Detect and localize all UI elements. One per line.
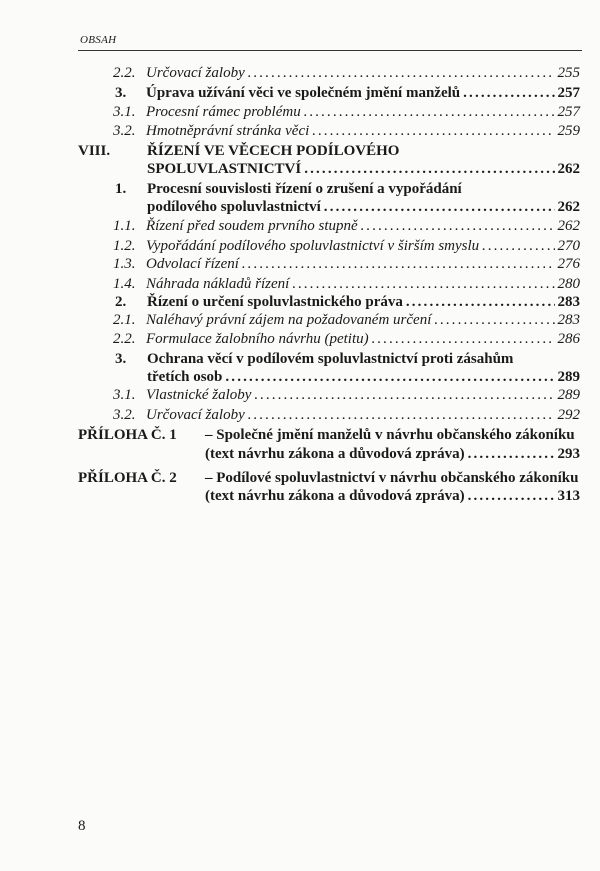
toc-entry-title-line2: podílového spoluvlastnictví xyxy=(147,199,321,215)
toc-entry-title-line2: (text návrhu zákona a důvodová zpráva) xyxy=(205,488,465,504)
toc-entry-continuation xyxy=(205,487,580,506)
toc-entry xyxy=(113,64,580,83)
dot-leader xyxy=(292,275,554,294)
toc-entry-continuation xyxy=(147,198,580,217)
toc-entry-number: 1.2. xyxy=(113,238,136,254)
toc-entry xyxy=(113,406,580,425)
toc-entry-page: 293 xyxy=(557,446,580,462)
toc-entry-title: Vlastnické žaloby xyxy=(146,387,252,403)
dot-leader xyxy=(324,198,555,217)
toc-entry-page: 262 xyxy=(557,218,580,234)
dot-leader xyxy=(361,217,555,236)
toc-entry xyxy=(113,311,580,330)
dot-leader xyxy=(242,255,555,274)
dot-leader xyxy=(304,103,555,122)
toc-entry-title: Řízení o určení spoluvlastnického práva xyxy=(147,294,403,310)
toc-entry xyxy=(78,469,580,488)
toc-entry-page: 276 xyxy=(557,256,580,272)
toc-entry-title: Náhrada nákladů řízení xyxy=(146,276,290,292)
dot-leader xyxy=(312,122,554,141)
toc-entry xyxy=(115,350,580,369)
dot-leader xyxy=(304,160,554,179)
toc-entry-page: 255 xyxy=(557,65,580,81)
dot-leader xyxy=(225,368,554,387)
toc-entry-number: PŘÍLOHA Č. 2 xyxy=(78,470,177,486)
toc-entry xyxy=(113,255,580,274)
toc-entry-number: 2.1. xyxy=(113,312,136,328)
toc-entry-title-line2: třetích osob xyxy=(147,369,223,385)
toc-entry xyxy=(78,426,580,445)
toc-entry-page: 280 xyxy=(557,276,580,292)
toc-entry-title: Naléhavý právní zájem na požadovaném určení xyxy=(146,312,432,328)
toc-entry-title: – Podílové spoluvlastnictví v návrhu občanského zákoníku xyxy=(205,470,579,486)
toc-entry-continuation xyxy=(147,368,580,387)
toc-entry-title-line2: (text návrhu zákona a důvodová zpráva) xyxy=(205,446,465,462)
toc-entry xyxy=(113,237,580,256)
toc-entry-title: Procesní rámec problému xyxy=(146,104,301,120)
toc-entry-number: VIII. xyxy=(78,143,111,159)
toc-entry-page: 289 xyxy=(557,369,580,385)
toc-entry xyxy=(115,180,580,199)
toc-entry-title: Odvolací řízení xyxy=(146,256,239,272)
toc-entry-title: Hmotněprávní stránka věci xyxy=(146,123,310,139)
toc-entry-number: 2.2. xyxy=(113,331,136,347)
toc-entry-title: Úprava užívání věci ve společném jmění manželů xyxy=(146,85,461,101)
toc-entry xyxy=(113,275,580,294)
dot-leader xyxy=(248,64,555,83)
toc-entry-page: 289 xyxy=(557,387,580,403)
running-header: OBSAH xyxy=(80,34,117,46)
toc-entry xyxy=(115,84,580,103)
toc-entry-title: Vypořádání podílového spoluvlastnictví v širším smyslu xyxy=(146,238,480,254)
dot-leader xyxy=(406,293,555,312)
toc-entry-number: 2.2. xyxy=(113,65,136,81)
toc-entry-number: 3. xyxy=(115,351,127,367)
toc-entry-page: 259 xyxy=(557,123,580,139)
toc-entry-number: 1.1. xyxy=(113,218,136,234)
toc-entry-title: Určovací žaloby xyxy=(146,407,245,423)
toc-entry-title-line2: SPOLUVLASTNICTVÍ xyxy=(147,161,302,177)
toc-entry-page: 313 xyxy=(557,488,580,504)
toc-entry-title: Určovací žaloby xyxy=(146,65,245,81)
toc-entry-title: ŘÍZENÍ VE VĚCECH PODÍLOVÉHO xyxy=(147,143,400,159)
toc-entry-title: Řízení před soudem prvního stupně xyxy=(146,218,358,234)
toc-entry-number: 1.4. xyxy=(113,276,136,292)
toc-entry-number: 3. xyxy=(115,85,127,101)
toc-entry-page: 292 xyxy=(557,407,580,423)
toc-entry-number: 2. xyxy=(115,294,127,310)
dot-leader xyxy=(468,445,555,464)
toc-entry-page: 257 xyxy=(557,85,580,101)
toc-entry-continuation xyxy=(147,160,580,179)
header-rule xyxy=(78,50,582,51)
dot-leader xyxy=(254,386,554,405)
toc-entry xyxy=(113,330,580,349)
toc-entry-page: 286 xyxy=(557,331,580,347)
dot-leader xyxy=(482,237,554,256)
toc-entry-title: Ochrana věcí v podílovém spoluvlastnictví proti zásahům xyxy=(147,351,514,367)
toc-entry-number: 3.2. xyxy=(113,123,136,139)
dot-leader xyxy=(434,311,554,330)
dot-leader xyxy=(463,84,554,103)
toc-entry xyxy=(78,142,580,161)
toc-entry-number: 3.2. xyxy=(113,407,136,423)
toc-entry-page: 257 xyxy=(557,104,580,120)
toc-entry-number: 3.1. xyxy=(113,104,136,120)
toc-entry xyxy=(115,293,580,312)
toc-entry-page: 283 xyxy=(557,312,580,328)
toc-entry-page: 262 xyxy=(557,199,580,215)
toc-entry-title: Formulace žalobního návrhu (petitu) xyxy=(146,331,369,347)
page-number: 8 xyxy=(78,818,86,834)
toc-entry-page: 262 xyxy=(557,161,580,177)
toc-entry xyxy=(113,103,580,122)
toc-entry-page: 283 xyxy=(557,294,580,310)
dot-leader xyxy=(372,330,555,349)
toc-entry-title: – Společné jmění manželů v návrhu občanského zákoníku xyxy=(205,427,575,443)
toc-entry-number: PŘÍLOHA Č. 1 xyxy=(78,427,177,443)
toc-entry-number: 1. xyxy=(115,181,127,197)
toc-entry xyxy=(113,217,580,236)
toc-entry-title: Procesní souvislosti řízení o zrušení a vypořádání xyxy=(147,181,462,197)
toc-entry-number: 1.3. xyxy=(113,256,136,272)
dot-leader xyxy=(468,487,555,506)
toc-entry-number: 3.1. xyxy=(113,387,136,403)
dot-leader xyxy=(248,406,555,425)
toc-entry xyxy=(113,386,580,405)
toc-entry xyxy=(113,122,580,141)
toc-entry-page: 270 xyxy=(557,238,580,254)
toc-entry-continuation xyxy=(205,445,580,464)
